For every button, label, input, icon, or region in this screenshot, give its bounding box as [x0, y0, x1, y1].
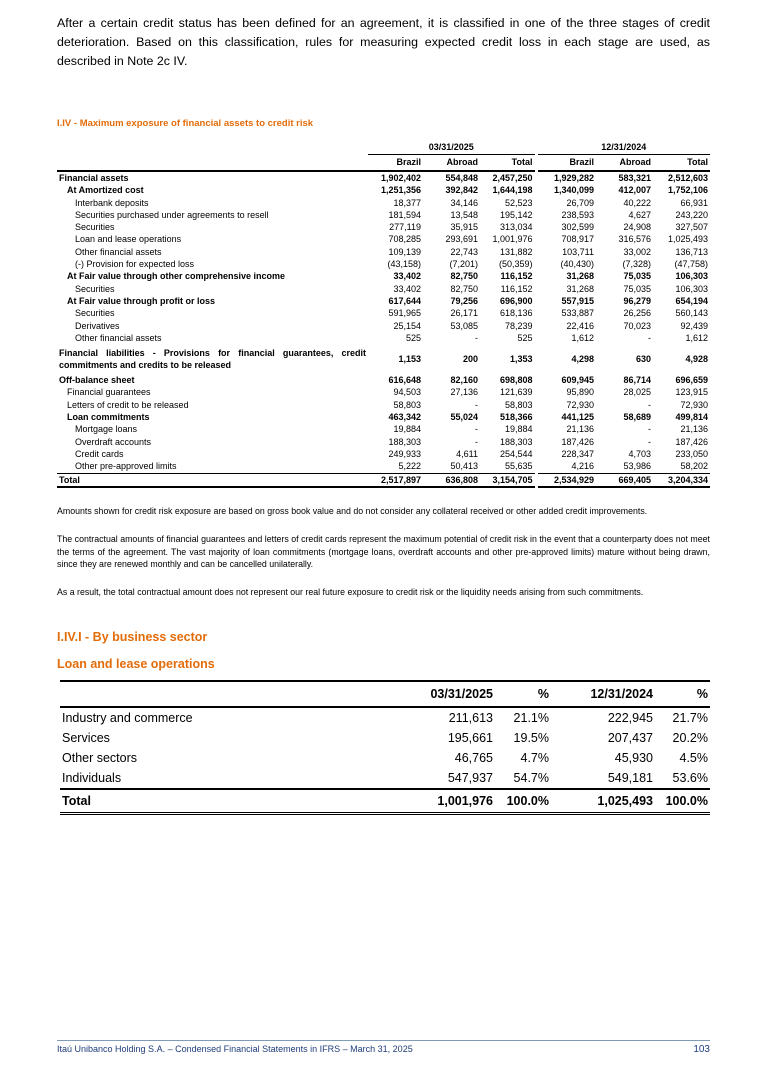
- cell-value: 94,503: [393, 387, 421, 398]
- cell-value: 1,929,282: [536, 171, 596, 184]
- row-label: Financial liabilities - Provisions for financial guarantees, credit commitments and credits to be released: [59, 348, 366, 371]
- cell-value: 698,808: [499, 375, 533, 386]
- cell-value: 499,814: [675, 412, 708, 423]
- cell-value: -: [475, 424, 478, 435]
- cell-value: 1,001,976: [492, 234, 533, 245]
- row-label: (-) Provision for expected loss: [75, 259, 195, 270]
- cell-value: 27,136: [450, 387, 478, 398]
- cell-value: 33,402: [393, 283, 421, 294]
- cell-value: 109,139: [388, 246, 421, 257]
- row-label: Off-balance sheet: [59, 375, 135, 386]
- cell-value: 75,035: [623, 283, 651, 294]
- row-label: Securities: [75, 308, 115, 319]
- cell-value: 82,750: [450, 283, 478, 294]
- cell-value: 58,803: [504, 399, 533, 410]
- cell-value: 96,279: [623, 295, 651, 306]
- row-label: Other financial assets: [75, 332, 162, 343]
- row-label: Other financial assets: [75, 246, 162, 257]
- cell-value: 46,765: [454, 751, 493, 765]
- cell-value: 1,340,099: [536, 184, 596, 196]
- cell-value: 45,930: [614, 751, 653, 765]
- table-row: [57, 307, 710, 319]
- cell-value: 24,908: [623, 222, 651, 233]
- row-label: Derivatives: [75, 320, 120, 331]
- cell-value: 78,239: [504, 320, 533, 331]
- cell-value: 187,426: [675, 436, 708, 447]
- table-row: [60, 707, 710, 728]
- table-row: [57, 295, 710, 307]
- cell-value: 533,887: [536, 307, 596, 319]
- note-2: The contractual amounts of financial guarantees and letters of credit cards represent the maximum potential of credit risk in the event that a counterparty does not meet the terms of the agreement. The vast majority of loan commitments (mortgage loans, overdraft accounts and other pre-approved limits) mature without being drawn, since they are renewed monthly and can be cancelled unilaterally.: [57, 534, 710, 569]
- table-row: [57, 258, 710, 270]
- cell-value: 116,152: [500, 283, 533, 294]
- cell-value: 181,594: [388, 209, 421, 220]
- column-header: Brazil: [368, 155, 423, 172]
- cell-value: 86,714: [623, 375, 651, 386]
- cell-value: 327,507: [675, 222, 708, 233]
- cell-value: 95,890: [536, 386, 596, 398]
- cell-value: 4.5%: [679, 751, 708, 765]
- cell-value: 92,439: [680, 320, 708, 331]
- section-title: I.IV - Maximum exposure of financial assets to credit risk: [57, 118, 314, 129]
- table-row: [57, 171, 710, 184]
- note-3: As a result, the total contractual amount does not represent our real future exposure to credit risk or the liquidity needs arising from such commitments.: [57, 587, 644, 597]
- row-label: Services: [62, 731, 110, 745]
- column-header: Abroad: [423, 155, 480, 172]
- cell-value: 100.0%: [495, 789, 551, 814]
- column-header: %: [495, 681, 551, 707]
- cell-value: 188,303: [499, 436, 533, 447]
- cell-value: 560,143: [675, 308, 708, 319]
- cell-value: 188,303: [388, 436, 421, 447]
- cell-value: 70,023: [623, 320, 651, 331]
- cell-value: 33,402: [393, 271, 421, 282]
- cell-value: 195,661: [447, 731, 493, 745]
- cell-value: 31,268: [536, 270, 596, 282]
- cell-value: 1,001,976: [400, 789, 495, 814]
- cell-value: 618,136: [499, 308, 533, 319]
- cell-value: 277,119: [389, 222, 421, 233]
- cell-value: 100.0%: [655, 789, 710, 814]
- row-label: At Fair value through other comprehensive income: [67, 271, 286, 282]
- cell-value: (47,758): [674, 259, 708, 270]
- table-row: [57, 411, 710, 423]
- cell-value: 5,222: [398, 461, 421, 472]
- cell-value: 243,220: [675, 209, 708, 220]
- column-header: 12/31/2024: [551, 681, 655, 707]
- cell-value: (7,201): [449, 259, 478, 270]
- cell-value: 195,142: [499, 209, 533, 220]
- cell-value: 547,937: [447, 771, 493, 785]
- cell-value: 654,194: [675, 295, 708, 306]
- cell-value: 21.1%: [513, 711, 549, 725]
- cell-value: 238,593: [536, 209, 596, 221]
- table-row: [60, 728, 710, 748]
- cell-value: (7,328): [622, 259, 651, 270]
- table-row: [57, 386, 710, 398]
- cell-value: 31,268: [536, 283, 596, 295]
- subsection-subtitle: Loan and lease operations: [57, 657, 215, 671]
- table-row: [57, 436, 710, 448]
- cell-value: 4,928: [685, 354, 708, 364]
- table-row: [60, 768, 710, 789]
- cell-value: 254,544: [499, 448, 533, 459]
- table-row: [57, 374, 710, 386]
- credit-exposure-table: [57, 140, 710, 488]
- cell-value: 33,002: [623, 246, 651, 257]
- cell-value: 53.6%: [672, 771, 708, 785]
- cell-value: 3,204,334: [653, 473, 710, 487]
- cell-value: 222,945: [607, 711, 653, 725]
- column-header: Brazil: [536, 155, 596, 172]
- table-row: [57, 283, 710, 295]
- footer: [57, 1044, 710, 1054]
- cell-value: 25,154: [393, 320, 421, 331]
- cell-value: 187,426: [536, 436, 596, 448]
- cell-value: -: [648, 399, 651, 410]
- row-label: Total: [57, 473, 368, 487]
- cell-value: 58,202: [680, 461, 708, 472]
- cell-value: 302,599: [536, 221, 596, 233]
- cell-value: 82,750: [450, 271, 478, 282]
- cell-value: 82,160: [450, 375, 478, 386]
- table-row: [57, 233, 710, 245]
- cell-value: -: [648, 332, 651, 343]
- cell-value: (50,359): [498, 259, 533, 270]
- row-label: Mortgage loans: [75, 424, 138, 435]
- cell-value: 28,025: [623, 387, 651, 398]
- cell-value: 26,256: [623, 308, 651, 319]
- row-label: Other pre-approved limits: [75, 461, 177, 472]
- row-label: Overdraft accounts: [75, 436, 152, 447]
- cell-value: 636,808: [423, 473, 480, 487]
- row-label: Interbank deposits: [75, 197, 149, 208]
- cell-value: 22,743: [450, 246, 478, 257]
- cell-value: 2,512,603: [667, 173, 708, 183]
- column-header: Total: [480, 155, 536, 172]
- cell-value: 66,931: [680, 197, 708, 208]
- cell-value: 392,842: [445, 185, 478, 196]
- row-label: At Amortized cost: [67, 185, 144, 196]
- cell-value: 441,125: [536, 411, 596, 423]
- table-row: [57, 246, 710, 258]
- cell-value: 233,050: [675, 448, 708, 459]
- cell-value: 708,285: [388, 234, 421, 245]
- cell-value: 21,136: [680, 424, 708, 435]
- cell-value: 617,644: [388, 295, 421, 306]
- table-row: [57, 448, 710, 460]
- cell-value: 591,965: [388, 308, 421, 319]
- cell-value: 630: [635, 354, 651, 364]
- cell-value: 549,181: [607, 771, 653, 785]
- intro-paragraph: After a certain credit status has been defined for an agreement, it is classified in one of the three stages of credit deterioration. Based on this classification, rules for measuring expected credit loss in each stage are used, as described in Note 2c IV.: [57, 16, 710, 68]
- cell-value: 13,548: [450, 209, 478, 220]
- cell-value: 1,153: [398, 354, 421, 364]
- note-1: Amounts shown for credit risk exposure are based on gross book value and do not consider any collateral received or other added credit improvements.: [57, 506, 648, 516]
- cell-value: 19,884: [504, 424, 533, 435]
- cell-value: 52,523: [504, 197, 533, 208]
- cell-value: -: [648, 436, 651, 447]
- cell-value: 249,933: [388, 448, 421, 459]
- cell-value: 53,085: [450, 320, 478, 331]
- cell-value: 131,882: [499, 246, 533, 257]
- table-row: [57, 320, 710, 332]
- cell-value: 4.7%: [520, 751, 549, 765]
- cell-value: 4,703: [628, 448, 651, 459]
- cell-value: 121,639: [499, 387, 533, 398]
- cell-value: (43,158): [387, 259, 421, 270]
- table-row: [57, 270, 710, 282]
- cell-value: 211,613: [448, 711, 493, 725]
- cell-value: 106,303: [675, 271, 708, 282]
- row-label: At Fair value through profit or loss: [67, 295, 216, 306]
- cell-value: 22,416: [536, 320, 596, 332]
- cell-value: 2,517,897: [368, 473, 423, 487]
- cell-value: 1,612: [685, 332, 708, 343]
- table-row: [57, 423, 710, 435]
- total-row: [60, 789, 710, 814]
- cell-value: 696,659: [675, 375, 708, 386]
- column-header: %: [655, 681, 710, 707]
- cell-value: 55,024: [450, 412, 478, 423]
- row-label: Financial assets: [59, 173, 129, 183]
- cell-value: 72,930: [680, 399, 708, 410]
- group-header: 12/31/2024: [536, 140, 710, 155]
- row-label: Individuals: [62, 771, 122, 785]
- row-label: Credit cards: [75, 448, 124, 459]
- cell-value: 1,612: [536, 332, 596, 344]
- business-sector-table: [60, 680, 710, 815]
- page-number: 103: [693, 1044, 710, 1055]
- cell-value: 4,298: [536, 344, 596, 374]
- table-row: [57, 197, 710, 209]
- cell-value: 103,711: [536, 246, 596, 258]
- cell-value: 123,915: [675, 387, 708, 398]
- cell-value: 72,930: [536, 399, 596, 411]
- cell-value: (40,430): [536, 258, 596, 270]
- cell-value: 21.7%: [672, 711, 708, 725]
- column-header: Abroad: [596, 155, 653, 172]
- cell-value: 26,171: [450, 308, 478, 319]
- row-label: Loan and lease operations: [75, 234, 182, 245]
- cell-value: 55,635: [504, 461, 533, 472]
- row-label: Other sectors: [62, 751, 138, 765]
- cell-value: -: [648, 424, 651, 435]
- cell-value: 583,321: [618, 173, 651, 183]
- cell-value: 4,611: [456, 448, 478, 459]
- cell-value: 18,377: [393, 197, 421, 208]
- row-label: Securities purchased under agreements to resell: [75, 209, 269, 220]
- column-header: 03/31/2025: [400, 681, 495, 707]
- cell-value: 696,900: [499, 295, 533, 306]
- column-header: Total: [653, 155, 710, 172]
- cell-value: 106,303: [675, 283, 708, 294]
- cell-value: 228,347: [536, 448, 596, 460]
- cell-value: 75,035: [623, 271, 651, 282]
- cell-value: 35,915: [450, 222, 478, 233]
- cell-value: 1,025,493: [551, 789, 655, 814]
- cell-value: 19.5%: [513, 731, 549, 745]
- row-label: Loan commitments: [67, 412, 150, 423]
- cell-value: 3,154,705: [480, 473, 536, 487]
- total-row: [57, 473, 710, 487]
- footer-text: Itaú Unibanco Holding S.A. – Condensed Financial Statements in IFRS – March 31, 2025: [57, 1044, 413, 1054]
- cell-value: 34,146: [450, 197, 478, 208]
- cell-value: 1,353: [509, 354, 533, 364]
- cell-value: 293,691: [445, 234, 478, 245]
- row-label: Securities: [75, 222, 115, 233]
- cell-value: 50,413: [450, 461, 478, 472]
- cell-value: 58,803: [393, 399, 421, 410]
- cell-value: 463,342: [388, 412, 421, 423]
- table-row: [57, 184, 710, 196]
- cell-value: 557,915: [536, 295, 596, 307]
- cell-value: 616,648: [388, 375, 421, 386]
- footer-divider: [57, 1040, 710, 1041]
- cell-value: 1,251,356: [380, 185, 421, 196]
- table-row: [57, 344, 710, 374]
- cell-value: 316,576: [618, 234, 651, 245]
- cell-value: -: [475, 399, 478, 410]
- cell-value: 20.2%: [672, 731, 708, 745]
- subsection-title: I.IV.I - By business sector: [57, 630, 208, 644]
- cell-value: 1,902,402: [380, 173, 421, 183]
- cell-value: 669,405: [596, 473, 653, 487]
- cell-value: -: [475, 436, 478, 447]
- cell-value: 2,457,250: [492, 173, 533, 183]
- cell-value: 53,986: [623, 461, 651, 472]
- cell-value: 518,366: [499, 412, 533, 423]
- cell-value: 4,627: [628, 209, 651, 220]
- table-row: [60, 748, 710, 768]
- row-label: Industry and commerce: [62, 711, 193, 725]
- cell-value: 79,256: [450, 295, 478, 306]
- cell-value: 313,034: [499, 222, 533, 233]
- cell-value: 136,713: [675, 246, 708, 257]
- cell-value: 4,216: [536, 460, 596, 473]
- table-row: [57, 221, 710, 233]
- cell-value: 1,025,493: [667, 234, 708, 245]
- table-row: [57, 399, 710, 411]
- group-header: 03/31/2025: [368, 140, 536, 155]
- row-label: Securities: [75, 283, 115, 294]
- row-label: Total: [60, 789, 400, 814]
- cell-value: 19,884: [393, 424, 421, 435]
- row-label: Letters of credit to be released: [67, 399, 189, 410]
- cell-value: 554,848: [445, 173, 478, 183]
- cell-value: 412,007: [618, 185, 651, 196]
- cell-value: 207,437: [607, 731, 653, 745]
- cell-value: -: [475, 332, 478, 343]
- cell-value: 1,752,106: [667, 185, 708, 196]
- cell-value: 609,945: [536, 374, 596, 386]
- cell-value: 200: [462, 354, 478, 364]
- table-row: [57, 460, 710, 473]
- cell-value: 2,534,929: [536, 473, 596, 487]
- table-row: [57, 209, 710, 221]
- table-row: [57, 332, 710, 344]
- cell-value: 21,136: [536, 423, 596, 435]
- cell-value: 54.7%: [513, 771, 549, 785]
- cell-value: 525: [405, 332, 421, 343]
- cell-value: 40,222: [623, 197, 651, 208]
- cell-value: 26,709: [536, 197, 596, 209]
- cell-value: 708,917: [536, 233, 596, 245]
- cell-value: 58,689: [623, 412, 651, 423]
- cell-value: 525: [517, 332, 533, 343]
- cell-value: 116,152: [500, 271, 533, 282]
- row-label: Financial guarantees: [67, 387, 151, 398]
- cell-value: 1,644,198: [492, 185, 533, 196]
